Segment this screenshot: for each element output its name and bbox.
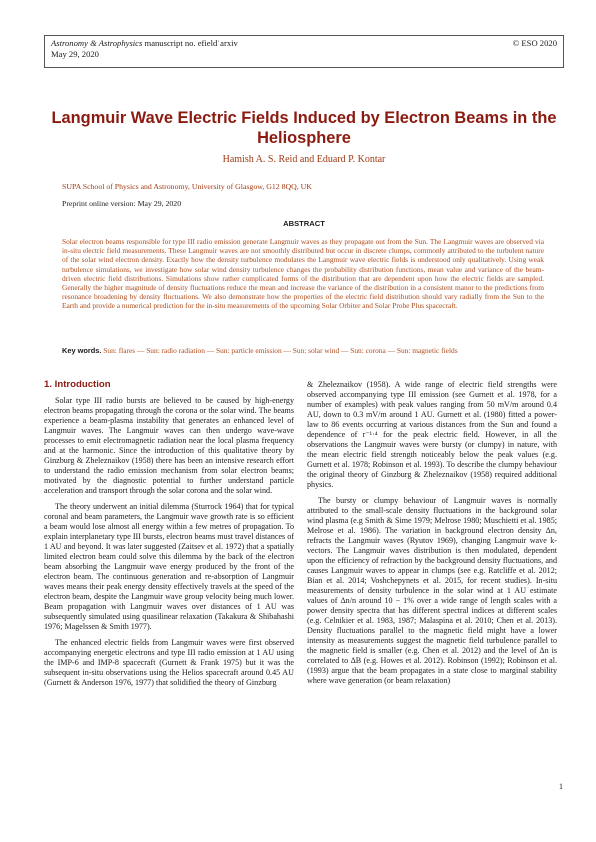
right-column <box>307 380 557 692</box>
journal-name: Astronomy & Astrophysics <box>51 38 143 48</box>
header-left <box>51 38 238 60</box>
affiliation: SUPA School of Physics and Astronomy, University of Glasgow, G12 8QQ, UK <box>62 182 312 191</box>
keywords <box>62 346 544 355</box>
keywords-label: Key words. <box>62 346 102 355</box>
authors: Hamish A. S. Reid and Eduard P. Kontar <box>222 154 386 165</box>
paragraph: The enhanced electric fields from Langmuir waves were first observed accompanying energetic electrons and type III radio emission at 1 AU using the IMP-6 and IMP-8 spacecraft (Gurnett & Frank 1975) but it was the subsequent in-situ observations using the Helios spacecraft around 0.45 AU (Gurnett & Anderson 1976, 1977) that solidified the theory of Ginzburg <box>44 638 294 687</box>
paragraph: The theory underwent an initial dilemma (Sturrock 1964) that for typical coronal and beam parameters, the Langmuir wave growth rate is so efficient a beam would lose almost all energy within a few metres of propagation. To explain interplanetary type III bursts, electron beams must travel distances of 1 AU and beyond. It was later suggested (Zaitsev et al. 1972) that a spatially limited electron beam could solve this dilemma by the back of the electron beam absorbing the Langmuir wave energy produced by the front of the electron beam. The continuous generation and re-absorption of Langmuir waves means their peak energy density effectively travels at the speed of the electron beam, despite the Langmuir wave group velocity being much lower. Beam propagation with Langmuir waves over distances of 1 AU was subsequently simulated using quasilinear relaxation (Takakura & Shibahashi 1976; Magelssen & Smith 1977). <box>44 502 294 631</box>
abstract-heading: ABSTRACT <box>283 219 325 228</box>
page-number: 1 <box>559 782 563 791</box>
paper-title: Langmuir Wave Electric Fields Induced by Electron Beams in the Heliosphere <box>51 109 557 147</box>
preprint-date: Preprint online version: May 29, 2020 <box>62 199 182 208</box>
paragraph: & Zheleznaikov (1958). A wide range of electric field strengths were observed accompanying type III emission (see Gurnett et al. 1978, for a number of examples) with peak values ranging from 50 mV/m around 0.4 AU, down to 0.3 mV/m around 1 AU. Gurnett et al. (1980) fitted a power-law to 86 events occurring at various distances from the Sun and found a dependence of r⁻¹·⁴ for the peak electric field. However, in all the observations the Langmuir waves were bursty (or clumpy) in nature, with the mean electric field strength noticeably below the peak values (e.g. Gurnett et al. 1978; Robinson et al. 1993). To describe the clumpy behaviour the original theory of Ginzburg & Zheleznaikov (1958) required additional physics. <box>307 380 557 489</box>
manuscript-id: manuscript no. efield˙arxiv <box>144 38 238 48</box>
manuscript-header <box>44 35 564 68</box>
keywords-list: Sun: flares — Sun: radio radiation — Sun: particle emission — Sun: solar wind — Sun: corona — Sun: magnetic fields <box>103 346 458 355</box>
paragraph: The bursty or clumpy behaviour of Langmuir waves is normally attributed to the small-scale density fluctuations in the background solar wind plasma (e.g Smith & Sime 1979; Melrose 1980; Muschietti et al. 1985; Melrose et al. 1986). The variation in background electron density Δnₑ refracts the Langmuir waves (Ryutov 1969), changing Langmuir wave k-vectors. The Langmuir waves distribution is then modulated, dependent upon the efficiency of refraction by the background density fluctuations, and causes Langmuir waves to appear in clumps (see e.g. Ratcliffe et al. 2012; Bian et al. 2014; Voshchepynets et al. 2015, for recent studies). In-situ measurements of density turbulence in the solar wind at 1 AU estimate values of Δn/n around 10 − 1% over a wide range of length scales with a power density spectra that has different spectral indices at different scales (e.g. Celnikier et al. 1983, 1987; Malaspina et al. 2010; Chen et al. 2013). Density fluctuations parallel to the magnetic field might have a lower intensity as measurements suggest the magnetic field turbulence parallel to the magnetic field is smaller (e.g. Chen et al. 2012) and the level of Δn is correlated to ΔB (e.g. Howes et al. 2012). Robinson (1992); Robinson et al. (1993) argue that the beam propagates in a state close to marginal stability where wave generation (or beam relaxation) <box>307 496 557 685</box>
paragraph: Solar type III radio bursts are believed to be caused by high-energy electron beams propagating through the corona or the solar wind. The beams experience a beam-plasma instability that generates an enhanced level of Langmuir waves. The Langmuir waves can then undergo wave-wave processes to emit electromagnetic radiation near the local plasma frequency and at the harmonic. Since the introduction of this qualitative theory by Ginzburg & Zheleznaikov (1958) there has been an intensive research effort to understand the radio emission mechanism from solar electron beams; motivated by the diagnostic potential to further understand particle acceleration and transport through the solar corona and the solar wind. <box>44 396 294 495</box>
section-title: 1. Introduction <box>44 379 111 390</box>
copyright: © ESO 2020 <box>512 38 557 48</box>
header-date: May 29, 2020 <box>51 49 99 59</box>
left-column <box>44 396 294 694</box>
abstract-text: Solar electron beams responsible for type III radio emission generate Langmuir waves as they propagate out from the Sun. The Langmuir waves are observed via in-situ electric field measurements. These Langmuir waves are not smoothly distributed but occur in discrete clumps, commonly attributed to the turbulent nature of the solar wind electron density. Exactly how the density turbulence modulates the Langmuir wave electric fields is understood only qualitatively. Using weak turbulence simulations, we investigate how solar wind density turbulence changes the probability distribution functions, mean value and variance of the beam-driven electric field distributions. Simulations show rather complicated forms of the distribution that are dependent upon how the electric fields are sampled. Generally the higher magnitude of density fluctuations reduce the mean and increase the variance of the distribution in a consistent manor to the predictions from resonance broadening by density fluctuations. We also demonstrate how the properties of the electric field distribution should vary radially from the Sun to the Earth and provide a numerical prediction for the in-situ measurements of the upcoming Solar Orbiter and Solar Probe Plus spacecraft. <box>62 237 544 311</box>
